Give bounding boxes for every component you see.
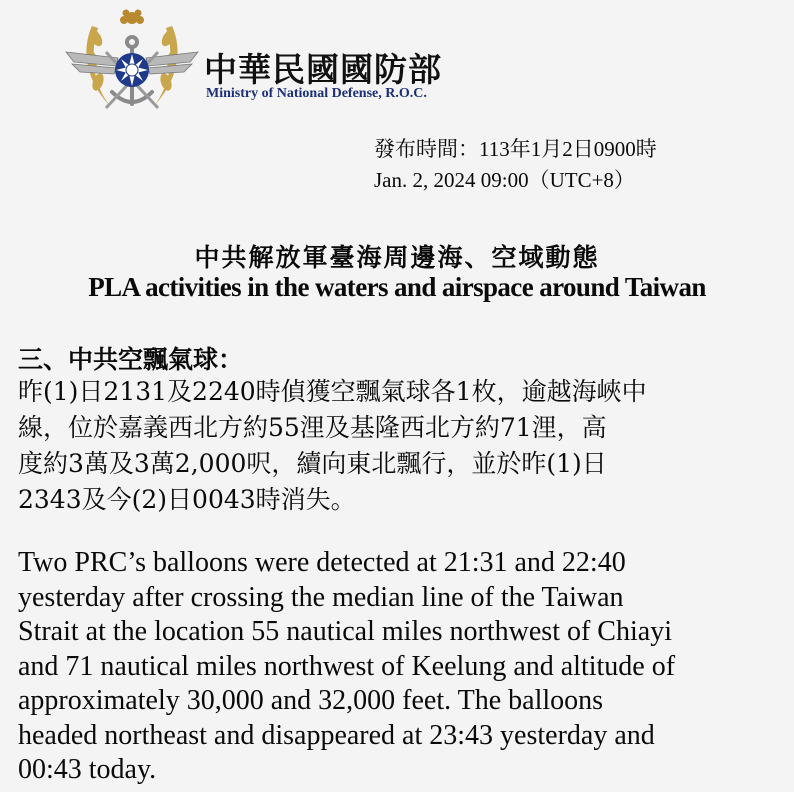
release-time-zh: 發布時間：113年1月2日0900時 <box>374 137 657 161</box>
body-zh-line: 昨(1)日2131及2240時偵獲空飄氣球各1枚，逾越海峽中 <box>18 377 647 406</box>
section-heading: 三、中共空飄氣球： <box>18 345 244 374</box>
body-en-line: and 71 nautical miles northwest of Keelung and altitude of <box>18 650 676 682</box>
body-en-line: approximately 30,000 and 32,000 feet. The balloons <box>18 685 604 716</box>
body-zh-line: 線，位於嘉義西北方約55浬及基隆西北方約71浬，高 <box>18 413 607 442</box>
org-name-en: Ministry of National Defense, R.O.C. <box>206 86 427 101</box>
body-zh-line: 度約3萬及3萬2,000呎，續向東北飄行，並於昨(1)日 <box>18 449 607 478</box>
body-en-line: yesterday after crossing the median line of the Taiwan <box>18 581 624 613</box>
document-title-zh: 中共解放軍臺海周邊海、空域動態 <box>194 243 600 272</box>
release-time <box>374 134 657 196</box>
body-zh <box>18 374 647 518</box>
header <box>62 8 502 120</box>
body-en <box>18 546 675 788</box>
body-zh-line: 2343及今(2)日0043時消失。 <box>18 485 356 514</box>
document-title-en: PLA activities in the waters and airspace around Taiwan <box>88 272 706 302</box>
body-en-line: Strait at the location 55 nautical miles northwest of Chiayi <box>18 616 672 647</box>
body-en-line: Two PRC’s balloons were detected at 21:31 and 22:40 <box>18 547 626 578</box>
org-name-zh: 中華民國國防部 <box>204 50 442 89</box>
roc-mnd-emblem-icon <box>62 8 202 120</box>
release-time-en: Jan. 2, 2024 09:00（UTC+8） <box>374 168 635 192</box>
body-en-line: 00:43 today. <box>18 754 157 785</box>
body-en-line: headed northeast and disappeared at 23:43 yesterday and <box>18 719 655 751</box>
